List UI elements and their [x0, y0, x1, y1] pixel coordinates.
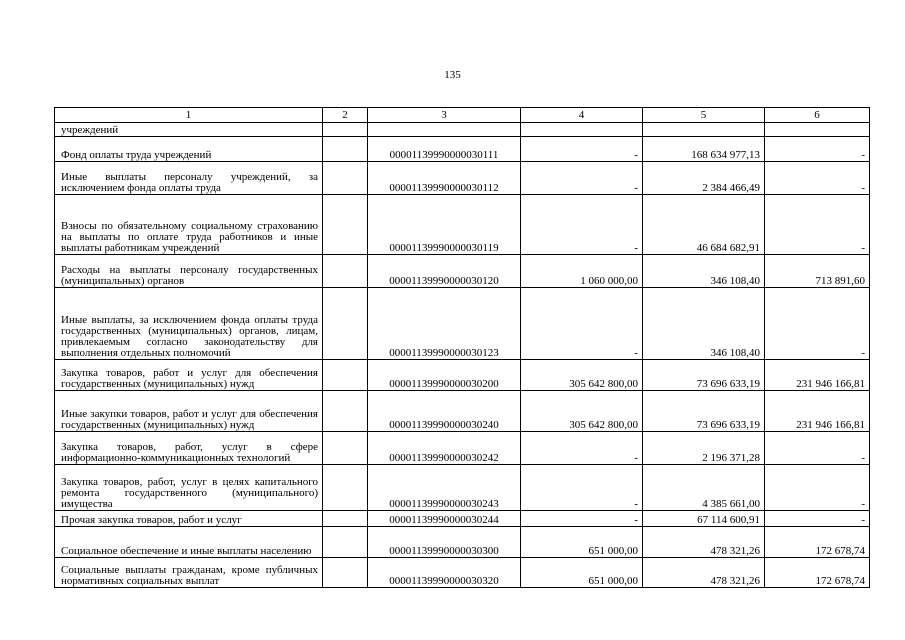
- row-name-cell-text: Закупка товаров, работ, услуг в сфере информационно-коммуникационных технологий: [61, 441, 318, 464]
- row-value-col5-text: 2 384 466,49: [702, 182, 760, 194]
- row-code-cell-text: 00001139990000030200: [389, 378, 499, 390]
- column-header-5: 5: [643, 108, 765, 123]
- row-value-col6-text: 172 678,74: [815, 575, 865, 587]
- row-name-cell-text: Социальные выплаты гражданам, кроме публичных нормативных социальных выплат: [61, 564, 318, 587]
- row-value-col5-text: 346 108,40: [710, 275, 760, 287]
- row-value-col6: [765, 137, 870, 162]
- row-name-cell: [55, 360, 323, 391]
- row-code-cell: [368, 360, 521, 391]
- row-value-col5: [643, 558, 765, 588]
- row-name-cell: [55, 432, 323, 465]
- row-value-col4-text: 305 642 800,00: [569, 378, 638, 390]
- row-code-cell: [368, 511, 521, 527]
- row-code-cell-text: 00001139990000030111: [389, 149, 499, 161]
- row-value-col4-text: -: [634, 149, 638, 161]
- row-name-cell: [55, 465, 323, 511]
- row-value-col6-text: -: [861, 347, 865, 359]
- row-value-col4: [521, 137, 643, 162]
- row-code-cell-text: 00001139990000030244: [389, 514, 499, 526]
- budget-table: [54, 107, 870, 588]
- table-row: [55, 123, 870, 137]
- row-code-cell: [368, 195, 521, 255]
- row-value-col6: [765, 162, 870, 195]
- header-row: [55, 108, 870, 123]
- row-value-col4-text: -: [634, 514, 638, 526]
- column-header-1: 1: [55, 108, 323, 123]
- row-name-cell: [55, 391, 323, 432]
- row-value-col6-text: 231 946 166,81: [796, 419, 865, 431]
- row-value-col5-text: 478 321,26: [710, 575, 760, 587]
- row-name-cell: [55, 123, 323, 137]
- table-row: [55, 511, 870, 527]
- row-col2-cell: [323, 255, 368, 288]
- row-value-col6-text: -: [861, 498, 865, 510]
- row-name-cell: [55, 511, 323, 527]
- row-value-col5-text: 73 696 633,19: [696, 419, 760, 431]
- row-value-col4: [521, 511, 643, 527]
- row-name-cell-text: Прочая закупка товаров, работ и услуг: [61, 514, 242, 526]
- row-code-cell: [368, 391, 521, 432]
- row-value-col4: [521, 195, 643, 255]
- row-value-col6: [765, 195, 870, 255]
- row-value-col4: [521, 255, 643, 288]
- row-name-cell: [55, 558, 323, 588]
- row-value-col4: [521, 558, 643, 588]
- column-header-3: 3: [368, 108, 521, 123]
- row-value-col5-text: 4 385 661,00: [702, 498, 760, 510]
- row-value-col5-text: 168 634 977,13: [691, 149, 760, 161]
- row-code-cell-text: 00001139990000030240: [389, 419, 499, 431]
- row-value-col5: [643, 465, 765, 511]
- row-col2-cell: [323, 465, 368, 511]
- row-value-col5-text: 478 321,26: [710, 545, 760, 557]
- row-name-cell: [55, 288, 323, 360]
- row-value-col6-text: -: [861, 182, 865, 194]
- row-value-col4: [521, 432, 643, 465]
- row-value-col5-text: 67 114 600,91: [697, 514, 760, 526]
- row-code-cell-text: 00001139990000030243: [389, 498, 499, 510]
- table-row: [55, 360, 870, 391]
- table-row: [55, 432, 870, 465]
- row-code-cell: [368, 465, 521, 511]
- row-value-col4-text: 651 000,00: [588, 545, 638, 557]
- row-code-cell: [368, 558, 521, 588]
- row-value-col6-text: -: [861, 514, 865, 526]
- row-value-col4: [521, 527, 643, 558]
- row-col2-cell: [323, 558, 368, 588]
- row-code-cell: [368, 255, 521, 288]
- row-name-cell: [55, 162, 323, 195]
- row-value-col4-text: -: [634, 242, 638, 254]
- row-value-col5-text: 73 696 633,19: [696, 378, 760, 390]
- table-row: [55, 288, 870, 360]
- row-value-col5: [643, 288, 765, 360]
- table-row: [55, 391, 870, 432]
- row-col2-cell: [323, 123, 368, 137]
- row-name-cell: [55, 527, 323, 558]
- column-header-6: 6: [765, 108, 870, 123]
- row-code-cell: [368, 162, 521, 195]
- row-value-col5: [643, 123, 765, 137]
- row-value-col6: [765, 527, 870, 558]
- row-value-col5-text: 346 108,40: [710, 347, 760, 359]
- table-row: [55, 527, 870, 558]
- table-row: [55, 558, 870, 588]
- row-code-cell-text: 00001139990000030320: [389, 575, 499, 587]
- row-value-col4-text: -: [634, 498, 638, 510]
- row-value-col6: [765, 391, 870, 432]
- table-row: [55, 255, 870, 288]
- column-header-2: 2: [323, 108, 368, 123]
- row-code-cell: [368, 123, 521, 137]
- row-value-col5: [643, 511, 765, 527]
- row-code-cell: [368, 527, 521, 558]
- row-col2-cell: [323, 162, 368, 195]
- row-col2-cell: [323, 432, 368, 465]
- row-code-cell-text: 00001139990000030120: [389, 275, 499, 287]
- column-header-4: 4: [521, 108, 643, 123]
- row-value-col5: [643, 432, 765, 465]
- row-code-cell-text: 00001139990000030119: [389, 242, 499, 254]
- row-value-col5: [643, 391, 765, 432]
- row-value-col6-text: -: [861, 452, 865, 464]
- row-value-col4: [521, 391, 643, 432]
- page-number: 135: [444, 69, 461, 81]
- row-value-col4: [521, 123, 643, 137]
- row-col2-cell: [323, 391, 368, 432]
- row-col2-cell: [323, 360, 368, 391]
- row-value-col4-text: -: [634, 347, 638, 359]
- row-code-cell-text: 00001139990000030242: [389, 452, 499, 464]
- row-name-cell-text: Расходы на выплаты персоналу государственных (муниципальных) органов: [61, 264, 318, 287]
- row-name-cell: [55, 195, 323, 255]
- row-value-col5: [643, 527, 765, 558]
- row-value-col4-text: -: [634, 182, 638, 194]
- row-value-col4: [521, 360, 643, 391]
- row-value-col5: [643, 162, 765, 195]
- row-value-col5: [643, 360, 765, 391]
- row-name-cell-text: Иные закупки товаров, работ и услуг для обеспечения государственных (муниципальных) нужд: [61, 408, 318, 431]
- row-value-col6-text: 231 946 166,81: [796, 378, 865, 390]
- row-col2-cell: [323, 511, 368, 527]
- row-col2-cell: [323, 288, 368, 360]
- row-col2-cell: [323, 527, 368, 558]
- row-col2-cell: [323, 195, 368, 255]
- row-code-cell-text: 00001139990000030123: [389, 347, 499, 359]
- row-value-col4-text: 651 000,00: [588, 575, 638, 587]
- row-value-col6: [765, 288, 870, 360]
- row-value-col4: [521, 162, 643, 195]
- row-value-col6: [765, 511, 870, 527]
- row-value-col6: [765, 558, 870, 588]
- row-value-col5: [643, 137, 765, 162]
- row-value-col4-text: -: [634, 452, 638, 464]
- row-code-cell: [368, 288, 521, 360]
- row-name-cell-text: Фонд оплаты труда учреждений: [61, 149, 212, 161]
- row-value-col4: [521, 288, 643, 360]
- table-row: [55, 195, 870, 255]
- row-name-cell-text: Взносы по обязательному социальному страхованию на выплаты по оплате труда работников и иные выплаты работникам учреждений: [61, 220, 318, 254]
- row-name-cell-text: Закупка товаров, работ и услуг для обеспечения государственных (муниципальных) нужд: [61, 367, 318, 390]
- row-value-col6: [765, 123, 870, 137]
- row-value-col6: [765, 465, 870, 511]
- row-value-col6-text: -: [861, 149, 865, 161]
- row-code-cell: [368, 432, 521, 465]
- row-value-col6: [765, 360, 870, 391]
- row-name-cell-text: Социальное обеспечение и иные выплаты населению: [61, 545, 312, 557]
- row-name-cell: [55, 137, 323, 162]
- row-code-cell-text: 00001139990000030112: [389, 182, 499, 194]
- table-row: [55, 465, 870, 511]
- row-value-col5: [643, 195, 765, 255]
- row-col2-cell: [323, 137, 368, 162]
- row-name-cell-text: Иные выплаты, за исключением фонда оплаты труда государственных (муниципальных) органов, лицам, привлекаемым согласно законодательству для выполнения отдельных полномочий: [61, 314, 318, 359]
- row-value-col4-text: 305 642 800,00: [569, 419, 638, 431]
- row-name-cell: [55, 255, 323, 288]
- row-value-col6: [765, 255, 870, 288]
- row-name-cell-text: Иные выплаты персоналу учреждений, за исключением фонда оплаты труда: [61, 171, 318, 194]
- row-code-cell: [368, 137, 521, 162]
- row-value-col5-text: 46 684 682,91: [696, 242, 760, 254]
- row-code-cell-text: 00001139990000030300: [389, 545, 499, 557]
- row-name-cell-text: Закупка товаров, работ, услуг в целях капитального ремонта государственного (муниципального) имущества: [61, 476, 318, 510]
- row-value-col4-text: 1 060 000,00: [580, 275, 638, 287]
- row-value-col4: [521, 465, 643, 511]
- row-value-col5: [643, 255, 765, 288]
- table-row: [55, 137, 870, 162]
- row-value-col6-text: -: [861, 242, 865, 254]
- row-value-col5-text: 2 196 371,28: [702, 452, 760, 464]
- row-value-col6-text: 172 678,74: [815, 545, 865, 557]
- row-value-col6: [765, 432, 870, 465]
- row-name-cell-text: учреждений: [61, 124, 119, 136]
- row-value-col6-text: 713 891,60: [815, 275, 865, 287]
- table-row: [55, 162, 870, 195]
